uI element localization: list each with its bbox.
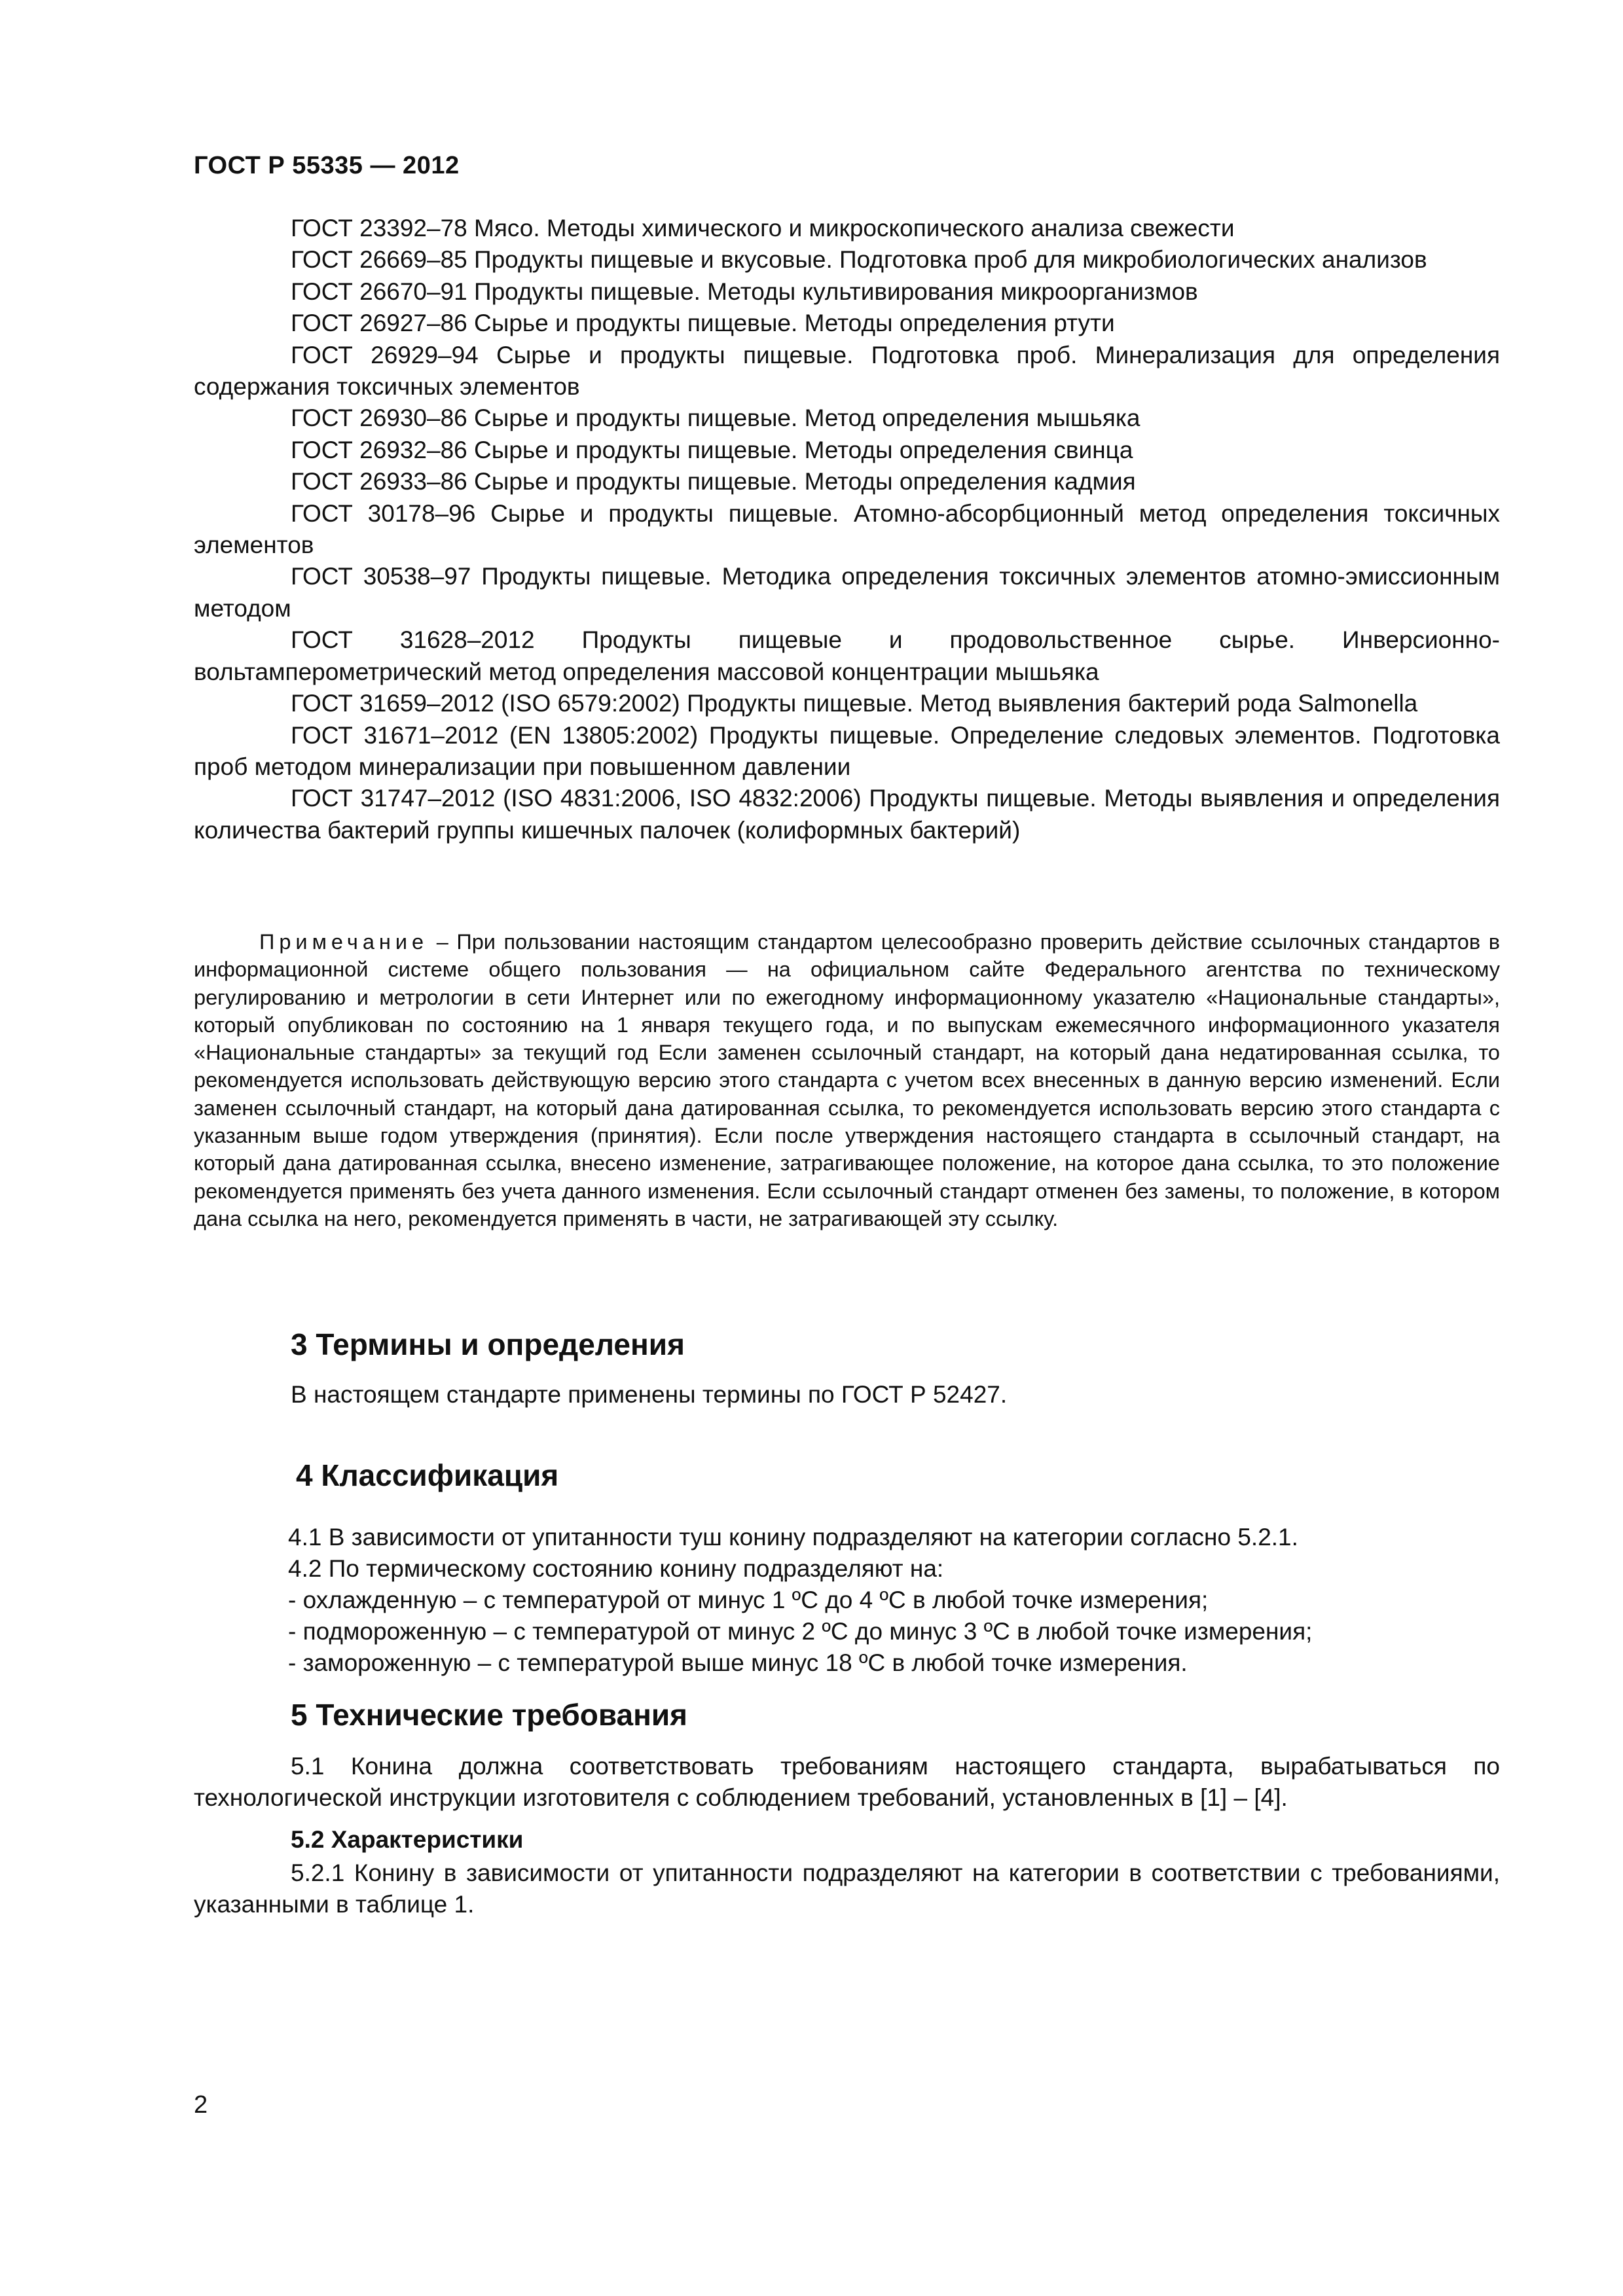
reference-item: ГОСТ 26927–86 Сырье и продукты пищевые. Методы определения ртути (291, 310, 1115, 337)
section-4-1-text: 4.1 В зависимости от упитанности туш конину подразделяют на категории согласно 5.2.1. (288, 1524, 1298, 1551)
note-label: Примечание (259, 930, 429, 954)
section-5-2-1-block (194, 1857, 1500, 1920)
reference-item: ГОСТ 26932–86 Сырье и продукты пищевые. Методы определения свинца (291, 436, 1133, 463)
reference-item: ГОСТ 26929–94 Сырье и продукты пищевые. Подготовка проб. Минерализация для определения содержания токсичных элементов (194, 341, 1500, 401)
note-text: – При пользовании настоящим стандартом целесообразно проверить действие ссылочных стандартов в информационной системе общего пользования — на официальном сайте Федерального агентства по техническому регулированию и метрологии в сети Интернет или по ежегодному информационному указателю «Национальные стандарты», который опубликован по состоянию на 1 января текущего года, и по выпускам ежемесячного информационного указателя «Национальные стандарты» за текущий год Если заменен ссылочный стандарт, на который дана недатированная ссылка, то рекомендуется использовать действующую версию этого стандарта с учетом всех внесенных в данную версию изменений. Если заменен ссылочный стандарт, на который дана датированная ссылка, то рекомендуется использовать версию этого стандарта с указанным выше годом утверждения (принятия). Если после утверждения настоящего стандарта в ссылочный стандарт, на который дана датированная ссылка, внесено изменение, затрагивающее положение, на которое дана ссылка, то это положение рекомендуется применять без учета данного изменения. Если ссылочный стандарт отменен без замены, то положение, в котором дана ссылка на него, рекомендуется применять в части, не затрагивающей эту ссылку. (194, 930, 1500, 1230)
reference-item: ГОСТ 26933–86 Сырье и продукты пищевые. Методы определения кадмия (291, 468, 1136, 495)
reference-item: ГОСТ 26670–91 Продукты пищевые. Методы культивирования микроорганизмов (291, 278, 1198, 305)
section-5-1-block (194, 1751, 1500, 1814)
reference-item: ГОСТ 30538–97 Продукты пищевые. Методика определения токсичных элементов атомно-эмиссионным методом (194, 563, 1500, 622)
reference-item: ГОСТ 30178–96 Сырье и продукты пищевые. Атомно-абсорбционный метод определения токсичных элементов (194, 499, 1500, 559)
section-4-2-text: 4.2 По термическому состоянию конину подразделяют на: (288, 1555, 944, 1582)
section-5-1-text: 5.1 Конина должна соответствовать требованиям настоящего стандарта, вырабатываться по технологической инструкции изготовителя с соблюдением требований, установленных в [1] – [4]. (194, 1753, 1500, 1811)
section-3-text: В настоящем стандарте применены термины по ГОСТ Р 52427. (291, 1381, 1008, 1408)
section-5-title: 5 Технические требования (291, 1698, 687, 1732)
list-item: - подмороженную – с температурой от минус 2 ºС до минус 3 ºС в любой точке измерения; (288, 1618, 1313, 1645)
note-block (194, 928, 1500, 1232)
reference-item: ГОСТ 23392–78 Мясо. Методы химического и микроскопического анализа свежести (291, 215, 1235, 242)
section-4-body (288, 1522, 1506, 1679)
section-5-2-title: 5.2 Характеристики (291, 1826, 524, 1853)
reference-item: ГОСТ 31671–2012 (EN 13805:2002) Продукты пищевые. Определение следовых элементов. Подготовка проб методом минерализации при повышенном давлении (194, 721, 1500, 780)
note-paragraph (194, 928, 1500, 1232)
section-4-title: 4 Классификация (296, 1458, 559, 1492)
section-5-2-1-text: 5.2.1 Конину в зависимости от упитанности подразделяют на категории в соответствии с требованиями, указанными в таблице 1. (194, 1859, 1500, 1918)
page-number: 2 (194, 2091, 208, 2119)
section-3-title: 3 Термины и определения (291, 1327, 685, 1361)
list-item: - замороженную – с температурой выше минус 18 ºС в любой точке измерения. (288, 1649, 1188, 1676)
document-header: ГОСТ Р 55335 — 2012 (194, 152, 460, 179)
reference-item: ГОСТ 31659–2012 (ISO 6579:2002) Продукты пищевые. Метод выявления бактерий рода Salmonella (291, 690, 1418, 717)
list-item: - охлажденную – с температурой от минус 1 ºС до 4 ºС в любой точке измерения; (288, 1587, 1209, 1613)
normative-references-list (194, 213, 1500, 846)
reference-item: ГОСТ 31628–2012 Продукты пищевые и продовольственное сырье. Инверсионно-вольтамперометрический метод определения массовой концентрации мышьяка (194, 626, 1500, 685)
reference-item: ГОСТ 26930–86 Сырье и продукты пищевые. Метод определения мышьяка (291, 404, 1140, 432)
reference-item: ГОСТ 31747–2012 (ISO 4831:2006, ISO 4832:2006) Продукты пищевые. Методы выявления и определения количества бактерий группы кишечных палочек (колиформных бактерий) (194, 785, 1500, 844)
reference-item: ГОСТ 26669–85 Продукты пищевые и вкусовые. Подготовка проб для микробиологических анализов (291, 246, 1427, 274)
